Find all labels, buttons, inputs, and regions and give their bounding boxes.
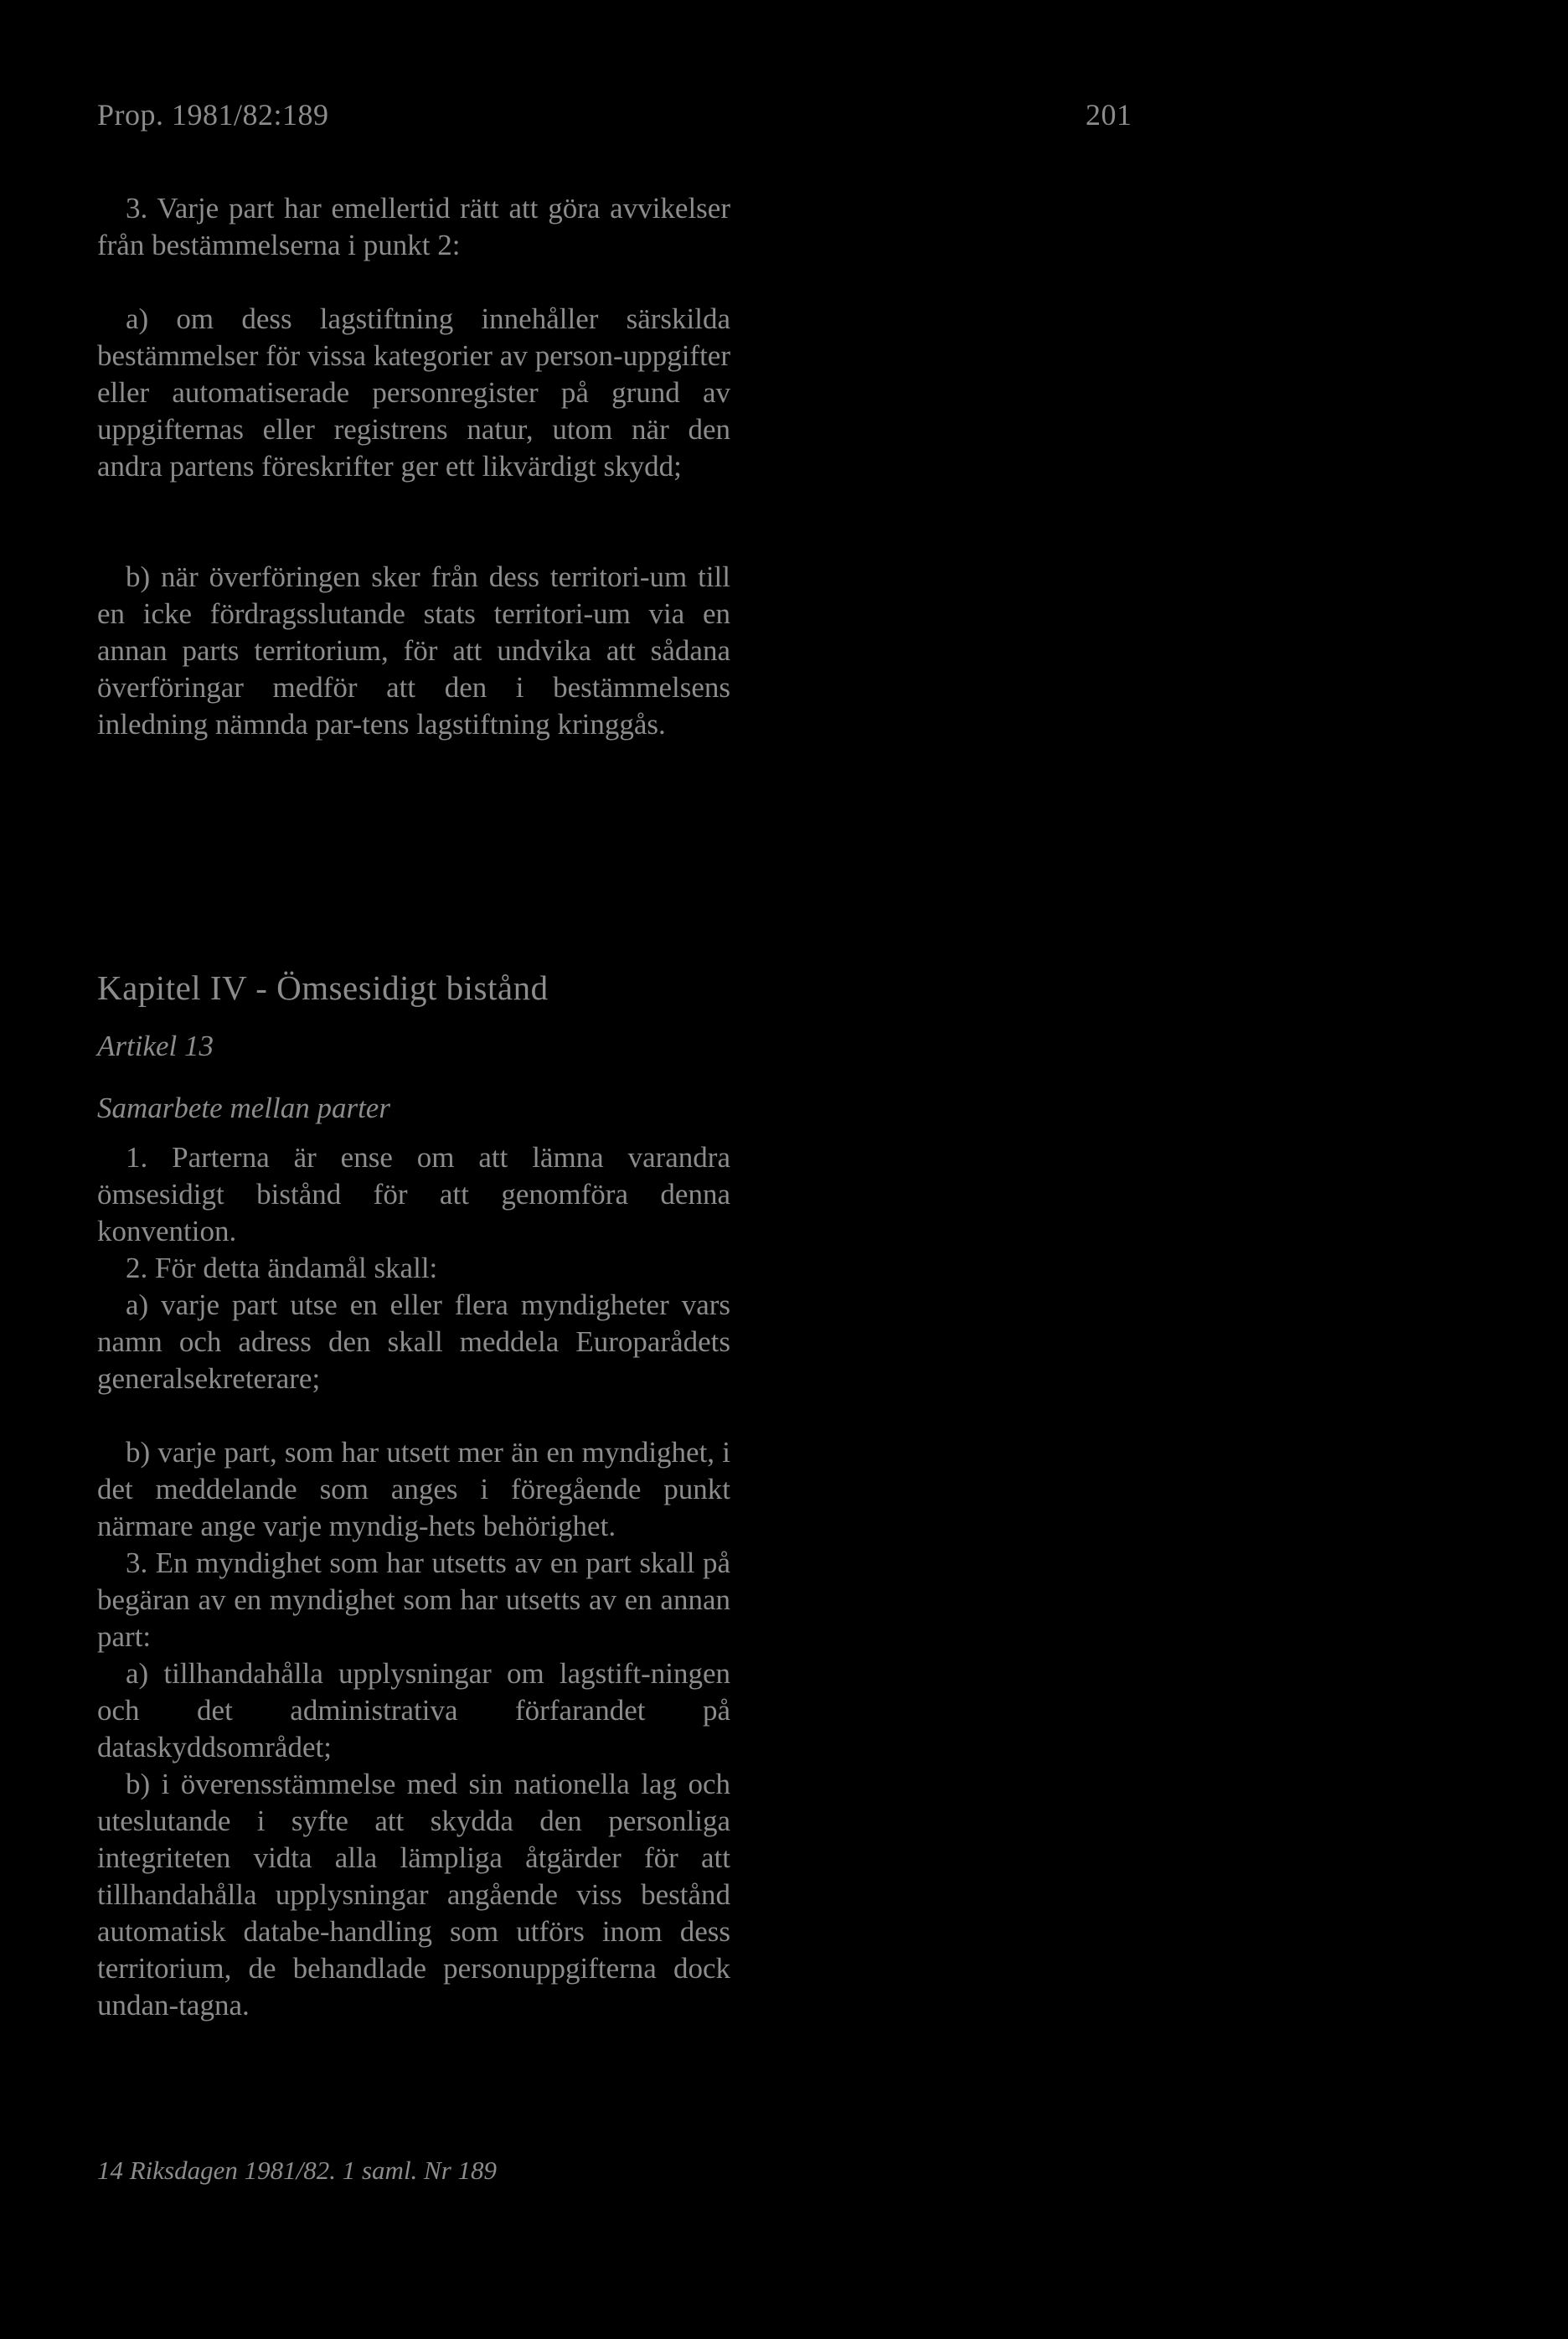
chapter-heading: Kapitel IV - Ömsesidigt bistånd xyxy=(97,968,549,1007)
page-number: 201 xyxy=(1086,98,1132,132)
article-paragraph-3: 3. En myndighet som har utsetts av en part skall på begäran av en myndighet som har utsetts av en annan part: xyxy=(97,1546,730,1653)
running-header-left: Prop. 1981/82:189 xyxy=(97,98,329,132)
footer-note: 14 Riksdagen 1981/82. 1 saml. Nr 189 xyxy=(97,2156,498,2185)
article-paragraph-3a: a) tillhandahålla upplysningar om lagstift-ningen och det administrativa förfarandet på dataskyddsområdet; xyxy=(97,1657,730,1763)
article-number: Artikel 13 xyxy=(97,1030,214,1062)
paragraph-3: 3. Varje part har emellertid rätt att göra avvikelser från bestämmelserna i punkt 2: xyxy=(97,192,730,261)
paragraph-3a: a) om dess lagstiftning innehåller särskilda bestämmelser för vissa kategorier av person-uppgifter eller automatiserade personregister på grund av uppgifternas eller registrens natur, utom när den andra partens föreskrifter ger ett likvärdigt skydd; xyxy=(97,302,730,483)
article-paragraph-2: 2. För detta ändamål skall: xyxy=(126,1252,438,1284)
article-paragraph-3b: b) i överensstämmelse med sin nationella lag och uteslutande i syfte att skydda den personliga integriteten vidta alla lämpliga åtgärder för att tillhandahålla upplysningar angående viss bestånd automatisk databe-handling som utförs inom dess territorium, de behandlade personuppgifterna dock undan-tagna. xyxy=(97,1768,730,2021)
article-title: Samarbete mellan parter xyxy=(97,1092,390,1124)
paragraph-3b: b) när överföringen sker från dess territori-um till en icke fördragsslutande stats territori-um via en annan parts territorium, för att undvika att sådana överföringar medför att den i bestämmelsens inledning nämnda par-tens lagstiftning kringgås. xyxy=(97,560,730,741)
article-paragraph-2a: a) varje part utse en eller flera myndigheter vars namn och adress den skall meddela Europarådets generalsekreterare; xyxy=(97,1288,730,1395)
section-deviations xyxy=(97,190,730,743)
article-paragraph-2b: b) varje part, som har utsett mer än en myndighet, i det meddelande som anges i föregående punkt närmare ange varje myndig-hets behörighet. xyxy=(97,1436,730,1542)
article-paragraph-1: 1. Parterna är ense om att lämna varandra ömsesidigt bistånd för att genomföra denna konvention. xyxy=(97,1141,730,1247)
section-mutual-assistance xyxy=(97,1139,730,2024)
